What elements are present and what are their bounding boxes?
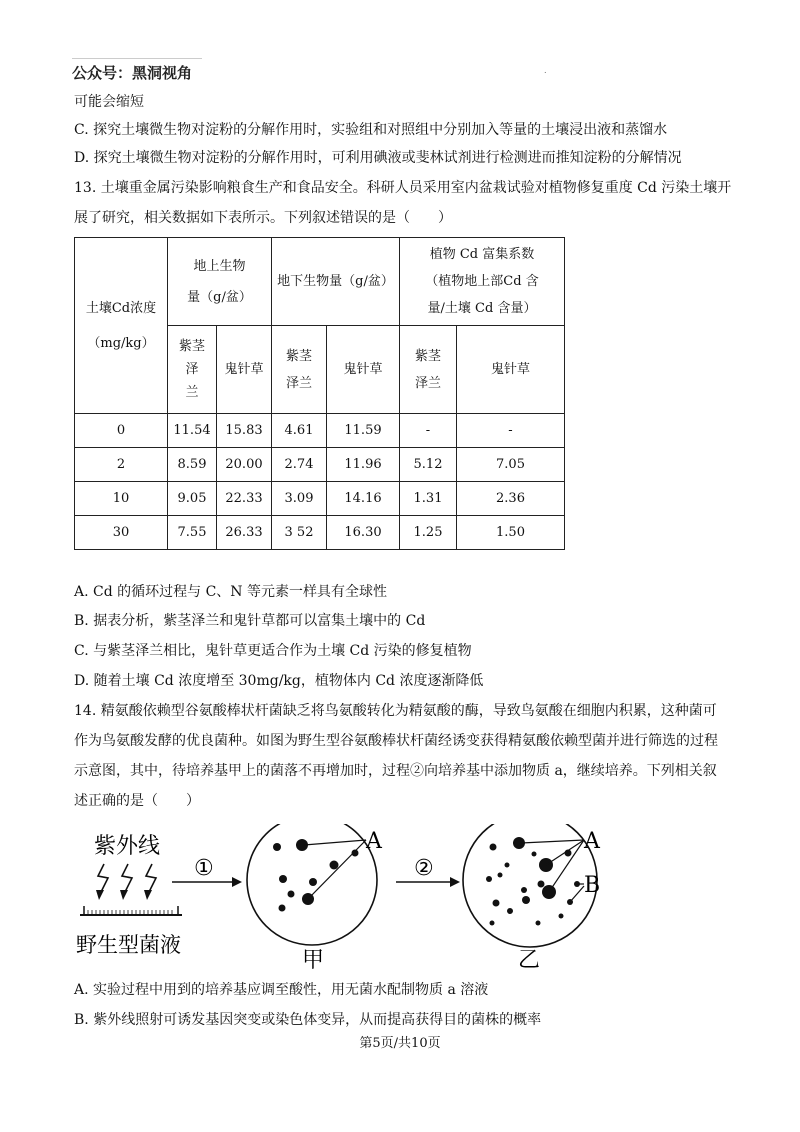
q13-option-c: C. 与紫茎泽兰相比，鬼针草更适合作为土壤 Cd 污染的修复植物 <box>74 643 472 659</box>
table-cell: 2.36 <box>457 482 565 516</box>
q14-stem-line: 14. 精氨酸依赖型谷氨酸棒状杆菌缺乏将鸟氨酸转化为精氨酸的酶，导致鸟氨酸在细胞内积累，这种菌可 <box>74 703 717 719</box>
table-cell: 2.74 <box>272 448 327 482</box>
plate-yi-label: 乙 <box>518 948 541 973</box>
header-cd-concentration: 土壤Cd浓度 （mg/kg） <box>75 238 168 414</box>
subheader-eupatorium: 紫茎 泽兰 <box>272 326 327 414</box>
intro-option-c: C. 探究土壤微生物对淀粉的分解作用时，实验组和对照组中分别加入等量的土壤浸出液和蒸馏水 <box>74 122 668 138</box>
table-row <box>75 516 565 550</box>
subheader-eupatorium: 紫茎 泽兰 <box>400 326 457 414</box>
table-cell: 16.30 <box>327 516 400 550</box>
table-cell: - <box>457 414 565 448</box>
screening-diagram <box>70 824 640 974</box>
table-cell: 4.61 <box>272 414 327 448</box>
q13-option-a: A. Cd 的循环过程与 C、N 等元素一样具有全球性 <box>74 584 387 600</box>
table-cell: 30 <box>75 516 168 550</box>
stray-dot: . <box>544 66 547 75</box>
plate-jia-pointer-lines <box>304 840 366 899</box>
culture-vessel-icon <box>80 906 182 915</box>
table-cell: 1.50 <box>457 516 565 550</box>
table-cell: 26.33 <box>217 516 272 550</box>
table-cell: 11.96 <box>327 448 400 482</box>
q14-stem-line: 作为鸟氨酸发酵的优良菌种。如图为野生型谷氨酸棒状杆菌经诱变获得精氨酸依赖型菌并进行筛选的过程 <box>74 733 718 749</box>
uv-rays-icon <box>98 864 156 894</box>
table-cell: 2 <box>75 448 168 482</box>
table-cell: 11.54 <box>168 414 217 448</box>
table-cell: 14.16 <box>327 482 400 516</box>
table-cell: 5.12 <box>400 448 457 482</box>
arrowhead-icon <box>232 877 242 887</box>
uv-label: 紫外线 <box>94 834 161 859</box>
table-cell: - <box>400 414 457 448</box>
table-row <box>75 448 565 482</box>
q13-option-b: B. 据表分析，紫茎泽兰和鬼针草都可以富集土壤中的 Cd <box>74 613 426 629</box>
header-above-biomass: 地上生物 量（g/盆） <box>168 238 272 326</box>
plate-yi-colonies <box>486 837 580 926</box>
plate-jia-colonies <box>273 839 359 912</box>
colony-label-b: B <box>584 873 601 898</box>
table-cell: 20.00 <box>217 448 272 482</box>
table-cell: 10 <box>75 482 168 516</box>
table-cell: 9.05 <box>168 482 217 516</box>
table-cell: 3.09 <box>272 482 327 516</box>
subheader-bidens: 鬼针草 <box>327 326 400 414</box>
table-row <box>75 482 565 516</box>
cd-data-table <box>74 237 565 550</box>
colony-label-a: A <box>366 829 382 854</box>
plate-jia-label: 甲 <box>302 948 325 973</box>
arrowhead-icon <box>450 877 460 887</box>
q14-option-b: B. 紫外线照射可诱发基因突变或染色体变异，从而提高获得目的菌株的概率 <box>74 1012 542 1028</box>
table-cell: 15.83 <box>217 414 272 448</box>
uv-arrowheads <box>96 890 152 900</box>
table-cell: 1.31 <box>400 482 457 516</box>
header-below-biomass: 地下生物量（g/盆） <box>272 238 400 326</box>
table-cell: 22.33 <box>217 482 272 516</box>
intro-line: 可能会缩短 <box>74 94 144 110</box>
header-enrichment-coef: 植物 Cd 富集系数 （植物地上部Cd 含 量/土壤 Cd 含量） <box>400 238 565 326</box>
q13-stem-line: 13. 土壤重金属污染影响粮食生产和食品安全。科研人员采用室内盆栽试验对植物修复重度 Cd 污染土壤开 <box>74 180 732 196</box>
table-cell: 11.59 <box>327 414 400 448</box>
subheader-bidens: 鬼针草 <box>217 326 272 414</box>
page-number: 第5页/共10页 <box>359 1036 441 1051</box>
q13-option-d: D. 随着土壤 Cd 浓度增至 30mg/kg，植物体内 Cd 浓度逐渐降低 <box>74 673 484 689</box>
watermark-text: 公众号：黑洞视角 <box>72 64 193 82</box>
table-row <box>75 414 565 448</box>
q14-stem-line: 述正确的是（ ） <box>74 793 200 809</box>
step-1-label: ① <box>194 856 214 881</box>
colony-label-a: A <box>584 829 600 854</box>
subheader-bidens: 鬼针草 <box>457 326 565 414</box>
table-cell: 8.59 <box>168 448 217 482</box>
intro-option-d: D. 探究土壤微生物对淀粉的分解作用时，可利用碘液或斐林试剂进行检测进而推知淀粉的分解情况 <box>74 150 682 166</box>
header-rule <box>72 58 202 59</box>
q13-stem-line: 展了研究，相关数据如下表所示。下列叙述错误的是（ ） <box>74 210 452 226</box>
table-cell: 0 <box>75 414 168 448</box>
step-2-label: ② <box>414 856 434 881</box>
wild-type-liquid-label: 野生型菌液 <box>76 933 181 957</box>
table-cell: 7.05 <box>457 448 565 482</box>
q14-stem-line: 示意图，其中，待培养基甲上的菌落不再增加时，过程②向培养基中添加物质 a，继续培养。下列相关叙 <box>74 763 717 779</box>
table-cell: 7.55 <box>168 516 217 550</box>
subheader-eupatorium: 紫茎 泽 兰 <box>168 326 217 414</box>
table-cell: 1.25 <box>400 516 457 550</box>
q14-option-a: A. 实验过程中用到的培养基应调至酸性，用无菌水配制物质 a 溶液 <box>74 982 489 998</box>
table-cell: 3 52 <box>272 516 327 550</box>
